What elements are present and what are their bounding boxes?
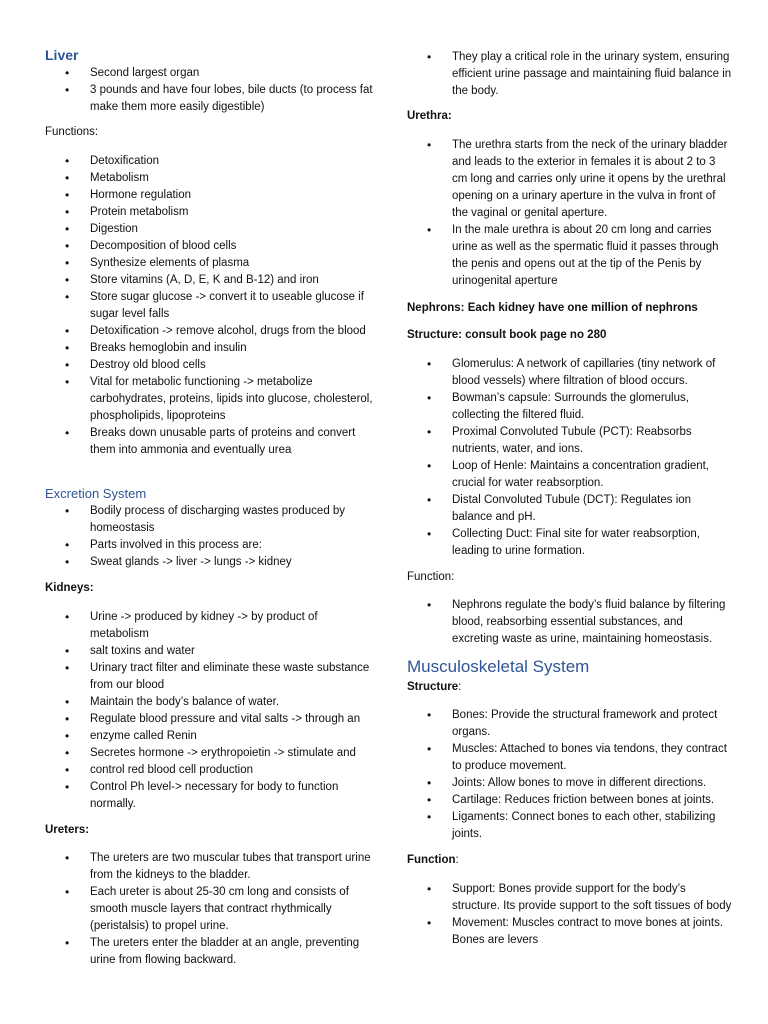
list-item: • Proximal Convoluted Tubule (PCT): Reabsorbs nutrients, water, and ions. — [407, 424, 732, 458]
musculo-function-list — [407, 881, 732, 949]
list-item: • Store vitamins (A, D, E, K and B-12) and iron — [45, 272, 375, 289]
list-item: • Protein metabolism — [45, 204, 375, 221]
list-item: • Muscles: Attached to bones via tendons, they contract to produce movement. — [407, 741, 732, 775]
nephron-parts-list — [407, 356, 732, 560]
musculo-structure-list — [407, 707, 732, 843]
list-item: • Urinary tract filter and eliminate these waste substance from our blood — [45, 660, 375, 694]
list-item: • The ureters are two muscular tubes that transport urine from the kidneys to the bladder. — [45, 850, 375, 884]
list-item: • Control Ph level-> necessary for body to function normally. — [45, 779, 375, 813]
list-item: • Sweat glands -> liver -> lungs -> kidney — [45, 554, 375, 571]
musculoskeletal-heading: Musculoskeletal System — [407, 657, 590, 676]
list-item: • 3 pounds and have four lobes, bile ducts (to process fat make them more easily digestible) — [45, 82, 375, 116]
list-item: • Regulate blood pressure and vital salts -> through an — [45, 711, 375, 728]
nephron-function-list — [407, 597, 732, 648]
liver-intro-list — [45, 65, 375, 116]
list-item: • enzyme called Renin — [45, 728, 375, 745]
list-item: • Distal Convoluted Tubule (DCT): Regulates ion balance and pH. — [407, 492, 732, 526]
function-label: Function: — [407, 571, 455, 583]
list-item: • Synthesize elements of plasma — [45, 255, 375, 272]
urethra-list — [407, 137, 732, 290]
list-item: • Bowman’s capsule: Surrounds the glomerulus, collecting the filtered fluid. — [407, 390, 732, 424]
nephrons-heading: Nephrons: Each kidney have one million of nephrons — [407, 302, 698, 314]
list-item: • Bodily process of discharging wastes produced by homeostasis — [45, 503, 375, 537]
list-item: • Secretes hormone -> erythropoietin -> stimulate and — [45, 745, 375, 762]
kidneys-list — [45, 609, 375, 813]
list-item: • Second largest organ — [45, 65, 375, 82]
list-item: • salt toxins and water — [45, 643, 375, 660]
list-item: • Maintain the body’s balance of water. — [45, 694, 375, 711]
ureters-label: Ureters: — [45, 824, 90, 836]
structure-heading: Structure: consult book page no 280 — [407, 329, 607, 341]
list-item: • Glomerulus: A network of capillaries (tiny network of blood vessels) where filtration of blood occurs. — [407, 356, 732, 390]
list-item: • Support: Bones provide support for the body’s structure. Its provide support to the soft tissues of body — [407, 881, 732, 915]
list-item: • The urethra starts from the neck of the urinary bladder and leads to the exterior in females it is about 2 to 3 cm long and carries only urine it opens by the urethral opening on a urinary aperture in the vulva in front of the vaginal or genital aperture. — [407, 137, 732, 222]
list-item: • Decomposition of blood cells — [45, 238, 375, 255]
list-item: • The ureters enter the bladder at an angle, preventing urine from flowing backward. — [45, 935, 375, 969]
excretion-list — [45, 503, 375, 571]
list-item: • Store sugar glucose -> convert it to useable glucose if sugar level falls — [45, 289, 375, 323]
excretion-heading: Excretion System — [45, 486, 147, 501]
list-item: • Digestion — [45, 221, 375, 238]
structure-label-colon: : — [458, 681, 462, 693]
list-item: • Destroy old blood cells — [45, 357, 375, 374]
functions-label: Functions: — [45, 126, 99, 138]
list-item: • They play a critical role in the urinary system, ensuring efficient urine passage and maintaining fluid balance in the body. — [407, 49, 732, 100]
list-item: • Breaks down unusable parts of proteins and convert them into ammonia and eventually urea — [45, 425, 375, 459]
list-item: • Detoxification — [45, 153, 375, 170]
list-item: • Loop of Henle: Maintains a concentration gradient, crucial for water reabsorption. — [407, 458, 732, 492]
list-item: • control red blood cell production — [45, 762, 375, 779]
function-heading-colon: : — [455, 854, 459, 866]
list-item: • Parts involved in this process are: — [45, 537, 375, 554]
list-item: • Metabolism — [45, 170, 375, 187]
list-item: • In the male urethra is about 20 cm long and carries urine as well as the spermatic fluid it passes through the penis and opens out at the tip of the Penis by urinogenital aperture — [407, 222, 732, 290]
urethra-label: Urethra: — [407, 110, 452, 122]
list-item: • Movement: Muscles contract to move bones at joints. Bones are levers — [407, 915, 732, 949]
structure-label-text: Structure — [407, 681, 459, 693]
structure-label — [407, 681, 461, 693]
list-item: • Joints: Allow bones to move in different directions. — [407, 775, 732, 792]
list-item: • Cartilage: Reduces friction between bones at joints. — [407, 792, 732, 809]
list-item: • Detoxification -> remove alcohol, drugs from the blood — [45, 323, 375, 340]
liver-functions-list — [45, 153, 375, 459]
list-item: • Collecting Duct: Final site for water reabsorption, leading to urine formation. — [407, 526, 732, 560]
list-item: • Breaks hemoglobin and insulin — [45, 340, 375, 357]
ureters-continued-list — [407, 49, 732, 100]
list-item: • Urine -> produced by kidney -> by product of metabolism — [45, 609, 375, 643]
list-item: • Nephrons regulate the body’s fluid balance by filtering blood, reabsorbing essential substances, and excreting waste as urine, maintaining homeostasis. — [407, 597, 732, 648]
kidneys-label: Kidneys: — [45, 582, 94, 594]
list-item: • Vital for metabolic functioning -> metabolize carbohydrates, proteins, lipids into glucose, cholesterol, phospholipids, lipoproteins — [45, 374, 375, 425]
function-heading — [407, 854, 459, 866]
list-item: • Hormone regulation — [45, 187, 375, 204]
liver-heading: Liver — [45, 47, 79, 63]
ureters-list — [45, 850, 375, 969]
list-item: • Ligaments: Connect bones to each other, stabilizing joints. — [407, 809, 732, 843]
function-heading-text: Function — [407, 854, 456, 866]
list-item: • Each ureter is about 25-30 cm long and consists of smooth muscle layers that contract rhythmically (peristalsis) to propel urine. — [45, 884, 375, 935]
list-item: • Bones: Provide the structural framework and protect organs. — [407, 707, 732, 741]
